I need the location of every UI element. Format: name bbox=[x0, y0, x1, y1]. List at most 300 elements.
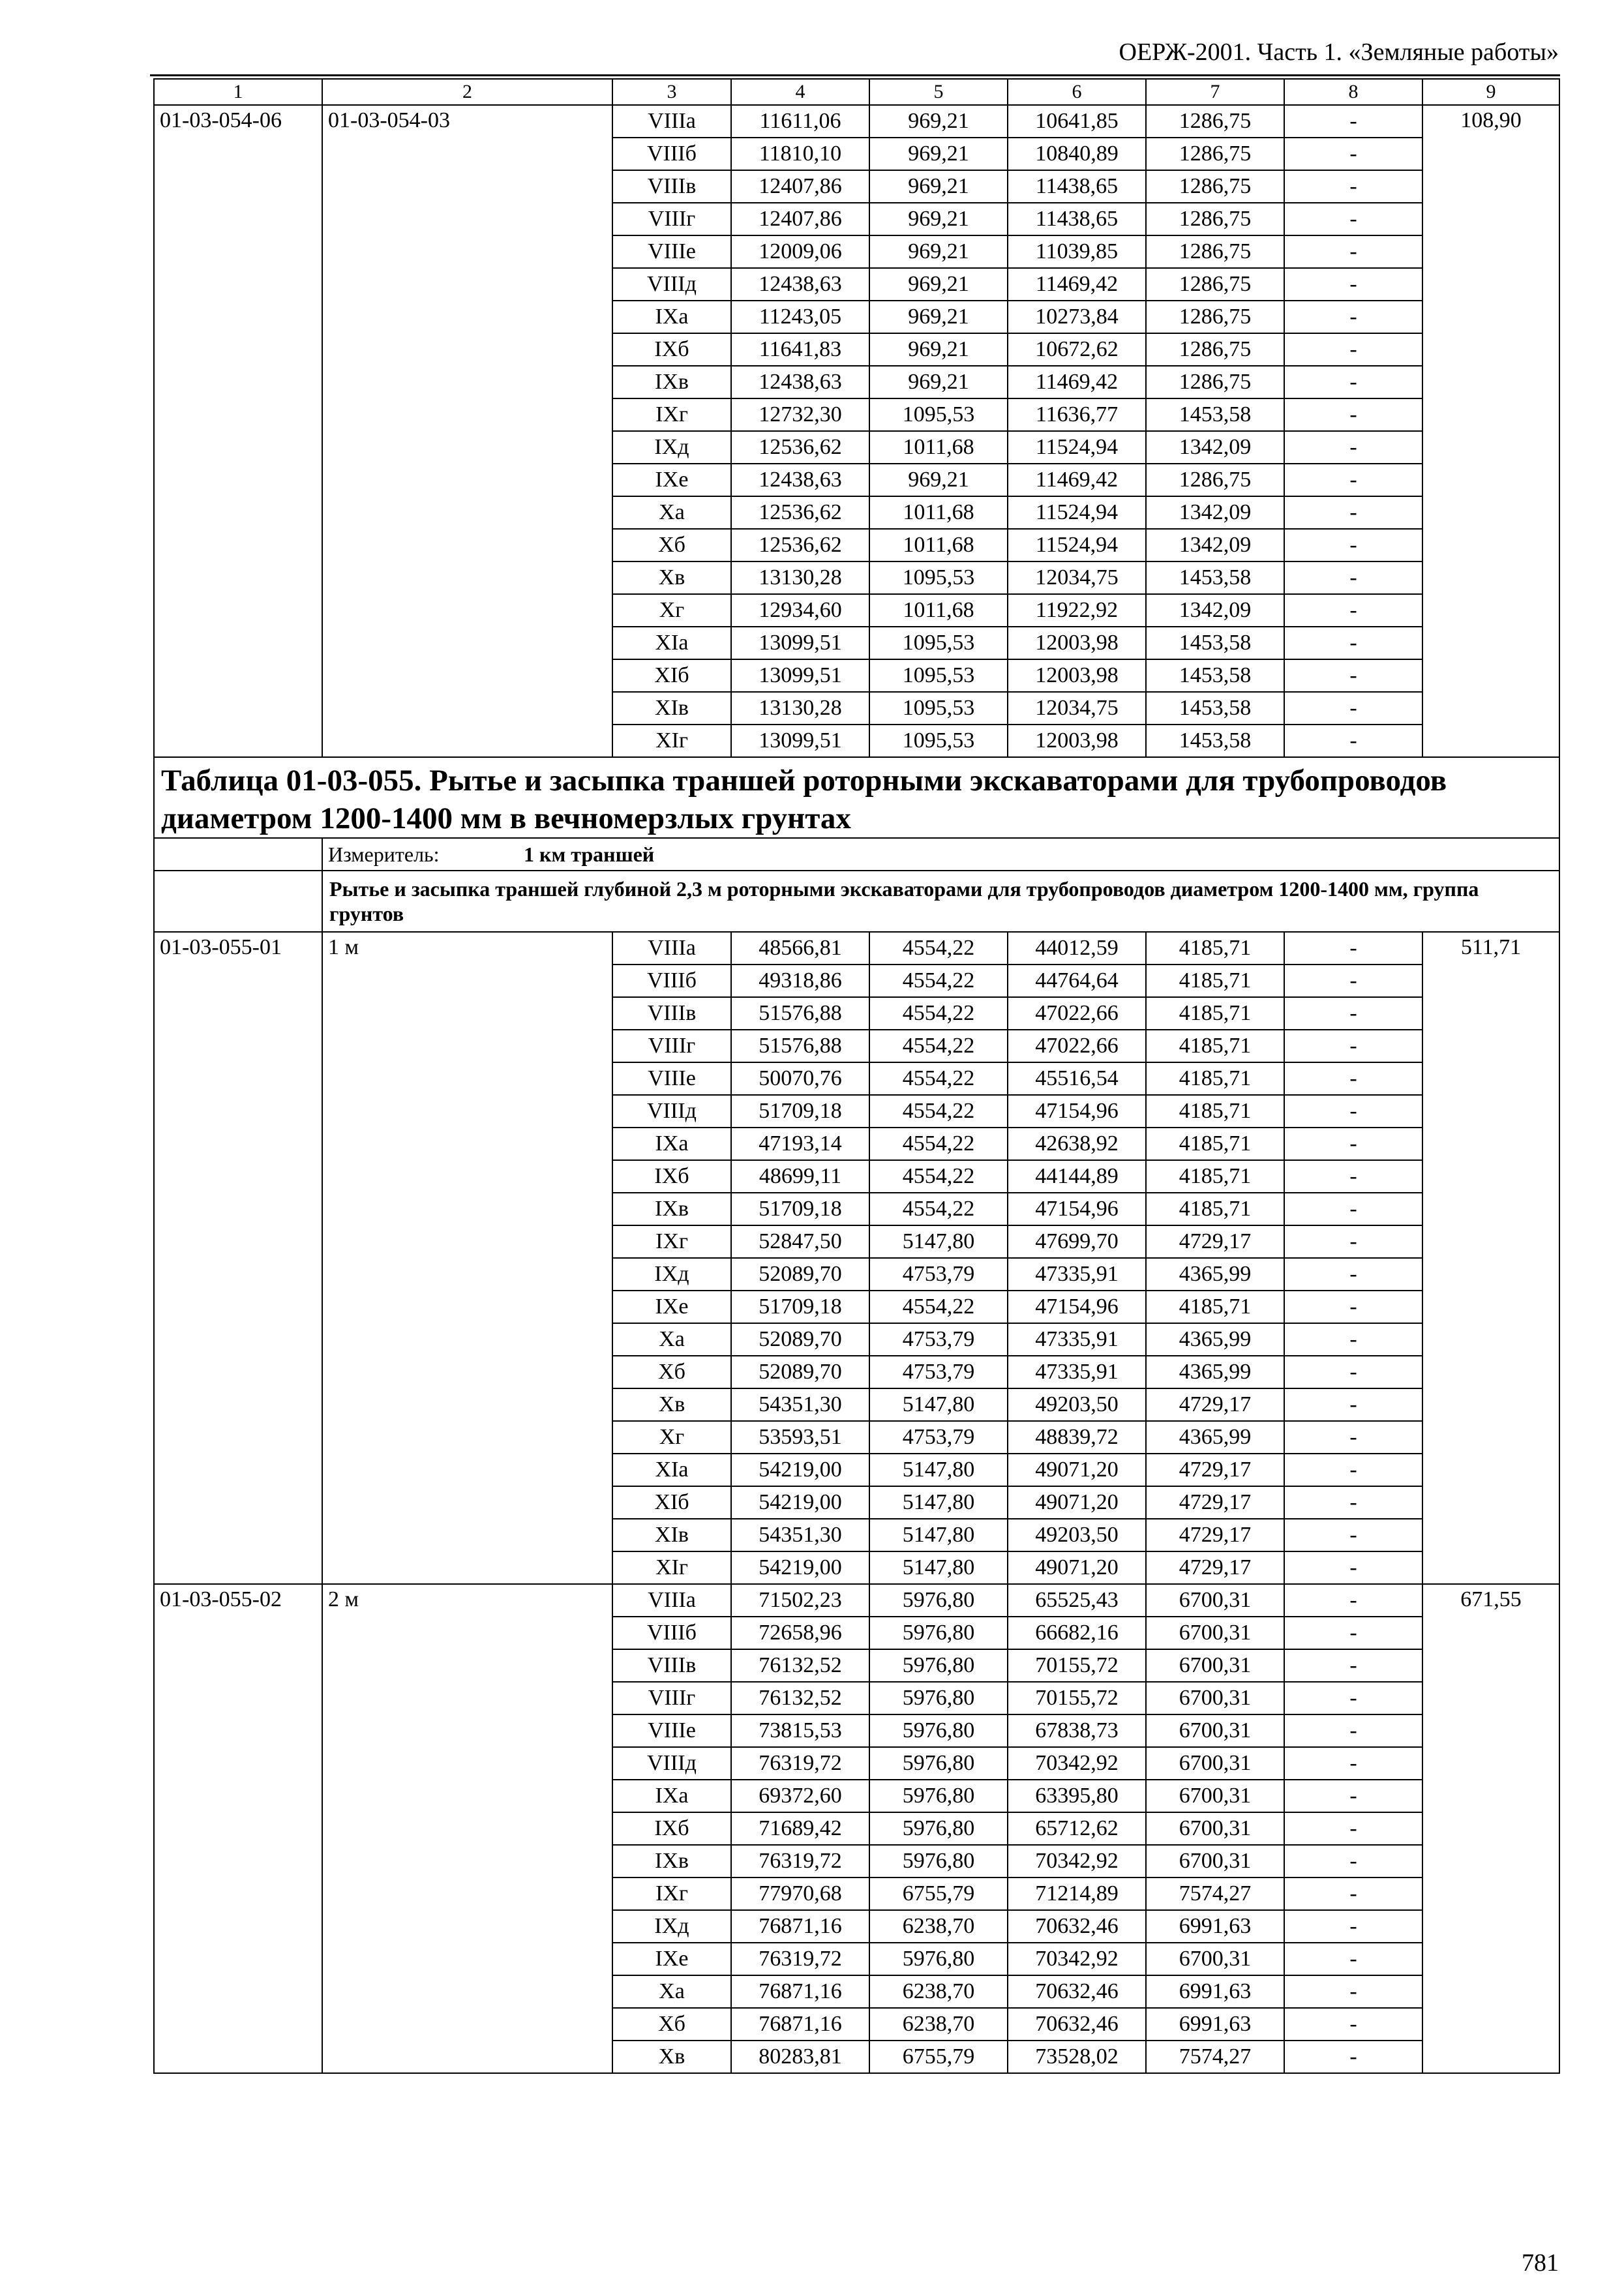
machinist-wages: 4729,17 bbox=[1146, 1519, 1284, 1551]
materials-cost: - bbox=[1284, 1095, 1422, 1128]
machinist-wages: 4185,71 bbox=[1146, 997, 1284, 1030]
machine-cost: 66682,16 bbox=[1008, 1617, 1146, 1649]
rate-description: 2 м bbox=[322, 1584, 612, 2073]
machinist-wages: 1342,09 bbox=[1146, 594, 1284, 627]
machine-cost: 49203,50 bbox=[1008, 1519, 1146, 1551]
labor-cost: 969,21 bbox=[869, 138, 1008, 170]
materials-cost: - bbox=[1284, 1845, 1422, 1878]
soil-group: IXе bbox=[612, 1943, 731, 1975]
machinist-wages: 6991,63 bbox=[1146, 2008, 1284, 2041]
machinist-wages: 6700,31 bbox=[1146, 1584, 1284, 1617]
machine-cost: 44012,59 bbox=[1008, 932, 1146, 965]
soil-group: VIIIв bbox=[612, 170, 731, 203]
labor-cost: 5976,80 bbox=[869, 1812, 1008, 1845]
machine-cost: 70632,46 bbox=[1008, 1910, 1146, 1943]
machine-cost: 11469,42 bbox=[1008, 268, 1146, 301]
labor-cost: 4554,22 bbox=[869, 1291, 1008, 1323]
machinist-wages: 1286,75 bbox=[1146, 203, 1284, 235]
measure-label: Измеритель: bbox=[328, 843, 440, 866]
machinist-wages: 6700,31 bbox=[1146, 1747, 1284, 1780]
total-cost: 76319,72 bbox=[731, 1943, 869, 1975]
soil-group: Xа bbox=[612, 1975, 731, 2008]
total-cost: 13130,28 bbox=[731, 692, 869, 725]
materials-cost: - bbox=[1284, 1747, 1422, 1780]
materials-cost: - bbox=[1284, 1193, 1422, 1225]
materials-cost: - bbox=[1284, 235, 1422, 268]
labor-cost: 4554,22 bbox=[869, 1062, 1008, 1095]
column-number: 1 bbox=[154, 79, 322, 105]
total-cost: 54351,30 bbox=[731, 1388, 869, 1421]
rate-description: 01-03-054-03 bbox=[322, 105, 612, 757]
soil-group: VIIIв bbox=[612, 1649, 731, 1682]
machine-cost: 70155,72 bbox=[1008, 1682, 1146, 1714]
materials-cost: - bbox=[1284, 105, 1422, 138]
soil-group: IXг bbox=[612, 1225, 731, 1258]
rate-description: 1 м bbox=[322, 932, 612, 1584]
machinist-wages: 1286,75 bbox=[1146, 333, 1284, 366]
total-cost: 77970,68 bbox=[731, 1878, 869, 1910]
labor-hours: 108,90 bbox=[1422, 105, 1559, 757]
machine-cost: 47022,66 bbox=[1008, 997, 1146, 1030]
labor-cost: 5976,80 bbox=[869, 1845, 1008, 1878]
labor-cost: 6755,79 bbox=[869, 2041, 1008, 2073]
labor-cost: 1095,53 bbox=[869, 692, 1008, 725]
materials-cost: - bbox=[1284, 1421, 1422, 1454]
labor-cost: 4753,79 bbox=[869, 1258, 1008, 1291]
machinist-wages: 1342,09 bbox=[1146, 496, 1284, 529]
total-cost: 76132,52 bbox=[731, 1649, 869, 1682]
total-cost: 54219,00 bbox=[731, 1454, 869, 1486]
soil-group: XIг bbox=[612, 1551, 731, 1584]
labor-cost: 5976,80 bbox=[869, 1617, 1008, 1649]
total-cost: 49318,86 bbox=[731, 965, 869, 997]
labor-cost: 4753,79 bbox=[869, 1323, 1008, 1356]
rates-table bbox=[153, 78, 1560, 2074]
materials-cost: - bbox=[1284, 1714, 1422, 1747]
soil-group: Xа bbox=[612, 1323, 731, 1356]
materials-cost: - bbox=[1284, 1551, 1422, 1584]
machine-cost: 70342,92 bbox=[1008, 1747, 1146, 1780]
machine-cost: 10672,62 bbox=[1008, 333, 1146, 366]
total-cost: 53593,51 bbox=[731, 1421, 869, 1454]
machinist-wages: 1453,58 bbox=[1146, 692, 1284, 725]
rate-code: 01-03-055-02 bbox=[154, 1584, 322, 2073]
materials-cost: - bbox=[1284, 725, 1422, 757]
machinist-wages: 4185,71 bbox=[1146, 1095, 1284, 1128]
labor-cost: 4554,22 bbox=[869, 965, 1008, 997]
machine-cost: 49071,20 bbox=[1008, 1486, 1146, 1519]
total-cost: 51709,18 bbox=[731, 1095, 869, 1128]
machine-cost: 11438,65 bbox=[1008, 203, 1146, 235]
machine-cost: 73528,02 bbox=[1008, 2041, 1146, 2073]
total-cost: 72658,96 bbox=[731, 1617, 869, 1649]
soil-group: VIIIб bbox=[612, 965, 731, 997]
machine-cost: 47335,91 bbox=[1008, 1356, 1146, 1388]
total-cost: 48699,11 bbox=[731, 1160, 869, 1193]
total-cost: 12536,62 bbox=[731, 529, 869, 561]
labor-cost: 5976,80 bbox=[869, 1682, 1008, 1714]
labor-cost: 969,21 bbox=[869, 333, 1008, 366]
machinist-wages: 4185,71 bbox=[1146, 1193, 1284, 1225]
column-number: 2 bbox=[322, 79, 612, 105]
materials-cost: - bbox=[1284, 333, 1422, 366]
soil-group: IXд bbox=[612, 431, 731, 464]
materials-cost: - bbox=[1284, 1128, 1422, 1160]
labor-cost: 969,21 bbox=[869, 268, 1008, 301]
machinist-wages: 4729,17 bbox=[1146, 1388, 1284, 1421]
machinist-wages: 7574,27 bbox=[1146, 2041, 1284, 2073]
total-cost: 51576,88 bbox=[731, 997, 869, 1030]
total-cost: 12438,63 bbox=[731, 366, 869, 398]
labor-cost: 5147,80 bbox=[869, 1551, 1008, 1584]
total-cost: 73815,53 bbox=[731, 1714, 869, 1747]
labor-cost: 4753,79 bbox=[869, 1421, 1008, 1454]
soil-group: IXв bbox=[612, 1845, 731, 1878]
column-number: 4 bbox=[731, 79, 869, 105]
machine-cost: 11922,92 bbox=[1008, 594, 1146, 627]
soil-group: VIIIв bbox=[612, 997, 731, 1030]
labor-cost: 4554,22 bbox=[869, 932, 1008, 965]
column-number: 5 bbox=[869, 79, 1008, 105]
machine-cost: 71214,89 bbox=[1008, 1878, 1146, 1910]
soil-group: IXе bbox=[612, 1291, 731, 1323]
labor-cost: 969,21 bbox=[869, 235, 1008, 268]
soil-group: VIIIд bbox=[612, 1095, 731, 1128]
machinist-wages: 1342,09 bbox=[1146, 431, 1284, 464]
materials-cost: - bbox=[1284, 1062, 1422, 1095]
total-cost: 71502,23 bbox=[731, 1584, 869, 1617]
labor-hours: 671,55 bbox=[1422, 1584, 1559, 2073]
labor-cost: 1011,68 bbox=[869, 529, 1008, 561]
machinist-wages: 4365,99 bbox=[1146, 1323, 1284, 1356]
soil-group: XIг bbox=[612, 725, 731, 757]
labor-cost: 5976,80 bbox=[869, 1780, 1008, 1812]
machinist-wages: 1286,75 bbox=[1146, 105, 1284, 138]
soil-group: Xв bbox=[612, 2041, 731, 2073]
soil-group: VIIIг bbox=[612, 203, 731, 235]
total-cost: 12438,63 bbox=[731, 268, 869, 301]
machine-cost: 47335,91 bbox=[1008, 1323, 1146, 1356]
machinist-wages: 7574,27 bbox=[1146, 1878, 1284, 1910]
total-cost: 76871,16 bbox=[731, 2008, 869, 2041]
labor-cost: 4554,22 bbox=[869, 1128, 1008, 1160]
measure-row bbox=[154, 838, 1559, 871]
machinist-wages: 1286,75 bbox=[1146, 170, 1284, 203]
soil-group: VIIIе bbox=[612, 1062, 731, 1095]
machine-cost: 11524,94 bbox=[1008, 496, 1146, 529]
total-cost: 11611,06 bbox=[731, 105, 869, 138]
total-cost: 71689,42 bbox=[731, 1812, 869, 1845]
machine-cost: 47022,66 bbox=[1008, 1030, 1146, 1062]
materials-cost: - bbox=[1284, 692, 1422, 725]
labor-cost: 6755,79 bbox=[869, 1878, 1008, 1910]
labor-cost: 1095,53 bbox=[869, 398, 1008, 431]
soil-group: IXв bbox=[612, 366, 731, 398]
machine-cost: 65525,43 bbox=[1008, 1584, 1146, 1617]
machinist-wages: 4729,17 bbox=[1146, 1454, 1284, 1486]
labor-cost: 4554,22 bbox=[869, 1095, 1008, 1128]
soil-group: VIIIд bbox=[612, 1747, 731, 1780]
total-cost: 76871,16 bbox=[731, 1975, 869, 2008]
materials-cost: - bbox=[1284, 1486, 1422, 1519]
soil-group: IXб bbox=[612, 1812, 731, 1845]
total-cost: 54219,00 bbox=[731, 1486, 869, 1519]
total-cost: 12407,86 bbox=[731, 203, 869, 235]
total-cost: 12536,62 bbox=[731, 431, 869, 464]
total-cost: 54351,30 bbox=[731, 1519, 869, 1551]
machine-cost: 11524,94 bbox=[1008, 431, 1146, 464]
soil-group: IXа bbox=[612, 1128, 731, 1160]
total-cost: 13099,51 bbox=[731, 725, 869, 757]
soil-group: XIв bbox=[612, 692, 731, 725]
labor-cost: 4554,22 bbox=[869, 1193, 1008, 1225]
soil-group: IXв bbox=[612, 1193, 731, 1225]
materials-cost: - bbox=[1284, 1454, 1422, 1486]
soil-group: IXг bbox=[612, 1878, 731, 1910]
materials-cost: - bbox=[1284, 301, 1422, 333]
machinist-wages: 6700,31 bbox=[1146, 1649, 1284, 1682]
labor-cost: 5147,80 bbox=[869, 1486, 1008, 1519]
labor-cost: 969,21 bbox=[869, 203, 1008, 235]
materials-cost: - bbox=[1284, 1682, 1422, 1714]
soil-group: VIIIе bbox=[612, 235, 731, 268]
soil-group: XIа bbox=[612, 1454, 731, 1486]
total-cost: 52089,70 bbox=[731, 1323, 869, 1356]
description-row bbox=[154, 871, 1559, 932]
machine-cost: 11039,85 bbox=[1008, 235, 1146, 268]
machinist-wages: 4365,99 bbox=[1146, 1258, 1284, 1291]
soil-group: XIа bbox=[612, 627, 731, 659]
labor-cost: 4753,79 bbox=[869, 1356, 1008, 1388]
total-cost: 80283,81 bbox=[731, 2041, 869, 2073]
labor-cost: 5976,80 bbox=[869, 1714, 1008, 1747]
soil-group: Xа bbox=[612, 496, 731, 529]
machine-cost: 48839,72 bbox=[1008, 1421, 1146, 1454]
machinist-wages: 1453,58 bbox=[1146, 561, 1284, 594]
total-cost: 51576,88 bbox=[731, 1030, 869, 1062]
labor-cost: 6238,70 bbox=[869, 1975, 1008, 2008]
total-cost: 54219,00 bbox=[731, 1551, 869, 1584]
machinist-wages: 4729,17 bbox=[1146, 1551, 1284, 1584]
labor-cost: 6238,70 bbox=[869, 2008, 1008, 2041]
materials-cost: - bbox=[1284, 1258, 1422, 1291]
materials-cost: - bbox=[1284, 1910, 1422, 1943]
total-cost: 76319,72 bbox=[731, 1747, 869, 1780]
machinist-wages: 6991,63 bbox=[1146, 1975, 1284, 2008]
machinist-wages: 1453,58 bbox=[1146, 725, 1284, 757]
machinist-wages: 6700,31 bbox=[1146, 1780, 1284, 1812]
total-cost: 12732,30 bbox=[731, 398, 869, 431]
soil-group: VIIIа bbox=[612, 1584, 731, 1617]
machine-cost: 49071,20 bbox=[1008, 1454, 1146, 1486]
table-description: Рытье и засыпка траншей глубиной 2,3 м роторными экскаваторами для трубопроводов диаметром 1200-1400 мм, группа грунтов bbox=[322, 871, 1559, 932]
machine-cost: 12003,98 bbox=[1008, 725, 1146, 757]
machinist-wages: 1286,75 bbox=[1146, 464, 1284, 496]
materials-cost: - bbox=[1284, 1584, 1422, 1617]
soil-group: Xб bbox=[612, 2008, 731, 2041]
table-row bbox=[154, 1584, 1559, 1617]
materials-cost: - bbox=[1284, 1030, 1422, 1062]
machinist-wages: 4365,99 bbox=[1146, 1421, 1284, 1454]
machinist-wages: 1286,75 bbox=[1146, 268, 1284, 301]
total-cost: 12438,63 bbox=[731, 464, 869, 496]
soil-group: Xв bbox=[612, 1388, 731, 1421]
labor-cost: 4554,22 bbox=[869, 1160, 1008, 1193]
soil-group: VIIIд bbox=[612, 268, 731, 301]
soil-group: Xг bbox=[612, 594, 731, 627]
materials-cost: - bbox=[1284, 2041, 1422, 2073]
labor-cost: 5976,80 bbox=[869, 1584, 1008, 1617]
machine-cost: 65712,62 bbox=[1008, 1812, 1146, 1845]
machine-cost: 70155,72 bbox=[1008, 1649, 1146, 1682]
machinist-wages: 1453,58 bbox=[1146, 398, 1284, 431]
labor-cost: 969,21 bbox=[869, 301, 1008, 333]
materials-cost: - bbox=[1284, 366, 1422, 398]
table-row bbox=[154, 932, 1559, 965]
soil-group: XIб bbox=[612, 659, 731, 692]
total-cost: 12407,86 bbox=[731, 170, 869, 203]
table-title: Таблица 01-03-055. Рытье и засыпка траншей роторными экскаваторами для трубопроводов диаметром 1200-1400 мм в вечномерзлых грунтах bbox=[154, 757, 1559, 838]
machinist-wages: 1453,58 bbox=[1146, 627, 1284, 659]
machinist-wages: 4185,71 bbox=[1146, 1128, 1284, 1160]
soil-group: XIб bbox=[612, 1486, 731, 1519]
soil-group: VIIIг bbox=[612, 1030, 731, 1062]
description-spacer bbox=[154, 871, 322, 932]
materials-cost: - bbox=[1284, 1388, 1422, 1421]
materials-cost: - bbox=[1284, 398, 1422, 431]
machine-cost: 11469,42 bbox=[1008, 464, 1146, 496]
labor-cost: 1095,53 bbox=[869, 659, 1008, 692]
machinist-wages: 6700,31 bbox=[1146, 1845, 1284, 1878]
total-cost: 48566,81 bbox=[731, 932, 869, 965]
machinist-wages: 1286,75 bbox=[1146, 366, 1284, 398]
materials-cost: - bbox=[1284, 464, 1422, 496]
total-cost: 12009,06 bbox=[731, 235, 869, 268]
soil-group: IXг bbox=[612, 398, 731, 431]
machinist-wages: 1342,09 bbox=[1146, 529, 1284, 561]
materials-cost: - bbox=[1284, 1160, 1422, 1193]
soil-group: Xб bbox=[612, 529, 731, 561]
materials-cost: - bbox=[1284, 1519, 1422, 1551]
machine-cost: 12034,75 bbox=[1008, 561, 1146, 594]
machinist-wages: 6700,31 bbox=[1146, 1943, 1284, 1975]
materials-cost: - bbox=[1284, 1291, 1422, 1323]
materials-cost: - bbox=[1284, 659, 1422, 692]
total-cost: 76319,72 bbox=[731, 1845, 869, 1878]
soil-group: Xв bbox=[612, 561, 731, 594]
machine-cost: 47335,91 bbox=[1008, 1258, 1146, 1291]
materials-cost: - bbox=[1284, 496, 1422, 529]
machine-cost: 11524,94 bbox=[1008, 529, 1146, 561]
soil-group: Xг bbox=[612, 1421, 731, 1454]
machine-cost: 47699,70 bbox=[1008, 1225, 1146, 1258]
materials-cost: - bbox=[1284, 1943, 1422, 1975]
materials-cost: - bbox=[1284, 1878, 1422, 1910]
soil-group: VIIIа bbox=[612, 932, 731, 965]
machine-cost: 49071,20 bbox=[1008, 1551, 1146, 1584]
labor-cost: 5147,80 bbox=[869, 1388, 1008, 1421]
measure-cell bbox=[322, 838, 1559, 871]
soil-group: IXд bbox=[612, 1258, 731, 1291]
materials-cost: - bbox=[1284, 2008, 1422, 2041]
total-cost: 11810,10 bbox=[731, 138, 869, 170]
measure-spacer bbox=[154, 838, 322, 871]
column-number: 9 bbox=[1422, 79, 1559, 105]
total-cost: 52089,70 bbox=[731, 1356, 869, 1388]
materials-cost: - bbox=[1284, 1617, 1422, 1649]
total-cost: 11243,05 bbox=[731, 301, 869, 333]
total-cost: 11641,83 bbox=[731, 333, 869, 366]
labor-hours: 511,71 bbox=[1422, 932, 1559, 1584]
materials-cost: - bbox=[1284, 170, 1422, 203]
total-cost: 12934,60 bbox=[731, 594, 869, 627]
labor-cost: 4554,22 bbox=[869, 1030, 1008, 1062]
materials-cost: - bbox=[1284, 997, 1422, 1030]
materials-cost: - bbox=[1284, 1780, 1422, 1812]
machine-cost: 10840,89 bbox=[1008, 138, 1146, 170]
soil-group: IXе bbox=[612, 464, 731, 496]
soil-group: IXб bbox=[612, 1160, 731, 1193]
machine-cost: 70632,46 bbox=[1008, 2008, 1146, 2041]
total-cost: 51709,18 bbox=[731, 1193, 869, 1225]
machinist-wages: 4185,71 bbox=[1146, 1030, 1284, 1062]
soil-group: VIIIе bbox=[612, 1714, 731, 1747]
column-number: 6 bbox=[1008, 79, 1146, 105]
materials-cost: - bbox=[1284, 561, 1422, 594]
soil-group: IXа bbox=[612, 1780, 731, 1812]
total-cost: 69372,60 bbox=[731, 1780, 869, 1812]
rate-code: 01-03-054-06 bbox=[154, 105, 322, 757]
materials-cost: - bbox=[1284, 268, 1422, 301]
materials-cost: - bbox=[1284, 529, 1422, 561]
materials-cost: - bbox=[1284, 1323, 1422, 1356]
machinist-wages: 4729,17 bbox=[1146, 1225, 1284, 1258]
machinist-wages: 6700,31 bbox=[1146, 1682, 1284, 1714]
materials-cost: - bbox=[1284, 138, 1422, 170]
materials-cost: - bbox=[1284, 1225, 1422, 1258]
machine-cost: 70632,46 bbox=[1008, 1975, 1146, 2008]
labor-cost: 969,21 bbox=[869, 366, 1008, 398]
labor-cost: 1095,53 bbox=[869, 627, 1008, 659]
machinist-wages: 4185,71 bbox=[1146, 1062, 1284, 1095]
machine-cost: 63395,80 bbox=[1008, 1780, 1146, 1812]
machinist-wages: 6700,31 bbox=[1146, 1812, 1284, 1845]
total-cost: 76132,52 bbox=[731, 1682, 869, 1714]
materials-cost: - bbox=[1284, 965, 1422, 997]
labor-cost: 1095,53 bbox=[869, 725, 1008, 757]
labor-cost: 1011,68 bbox=[869, 594, 1008, 627]
materials-cost: - bbox=[1284, 1975, 1422, 2008]
total-cost: 50070,76 bbox=[731, 1062, 869, 1095]
total-cost: 13130,28 bbox=[731, 561, 869, 594]
labor-cost: 969,21 bbox=[869, 464, 1008, 496]
materials-cost: - bbox=[1284, 1356, 1422, 1388]
machinist-wages: 4365,99 bbox=[1146, 1356, 1284, 1388]
labor-cost: 969,21 bbox=[869, 105, 1008, 138]
machine-cost: 11469,42 bbox=[1008, 366, 1146, 398]
total-cost: 12536,62 bbox=[731, 496, 869, 529]
machinist-wages: 1453,58 bbox=[1146, 659, 1284, 692]
labor-cost: 4554,22 bbox=[869, 997, 1008, 1030]
materials-cost: - bbox=[1284, 627, 1422, 659]
materials-cost: - bbox=[1284, 932, 1422, 965]
soil-group: Xб bbox=[612, 1356, 731, 1388]
machine-cost: 10641,85 bbox=[1008, 105, 1146, 138]
labor-cost: 5976,80 bbox=[869, 1943, 1008, 1975]
machine-cost: 45516,54 bbox=[1008, 1062, 1146, 1095]
materials-cost: - bbox=[1284, 203, 1422, 235]
column-number: 3 bbox=[612, 79, 731, 105]
